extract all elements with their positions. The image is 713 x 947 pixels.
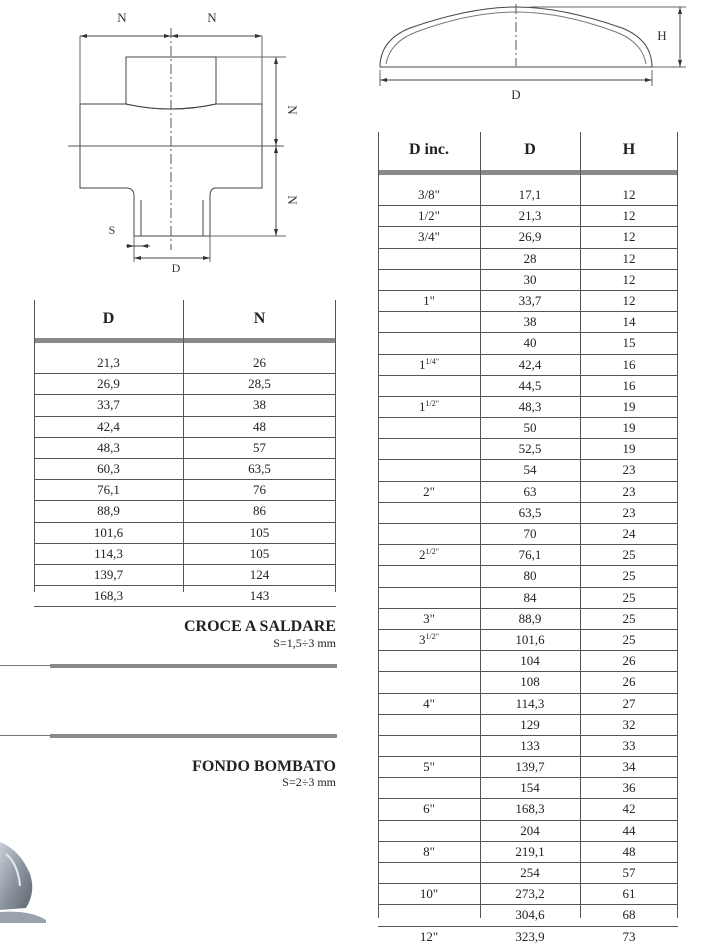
cell-d: 168,3 — [515, 801, 545, 817]
cell-n: 105 — [249, 545, 270, 561]
divider — [50, 734, 337, 738]
cell-d: 28 — [523, 250, 537, 266]
divider — [0, 665, 50, 666]
cap-label-h: H — [657, 28, 667, 43]
cell-d: 108 — [520, 674, 540, 690]
cell-h: 16 — [622, 356, 636, 372]
cell-d: 101,6 — [93, 524, 124, 540]
cell-d: 168,3 — [93, 588, 124, 604]
cell-h: 23 — [622, 504, 636, 520]
table-row — [34, 565, 336, 586]
cell-d: 33,7 — [518, 292, 542, 308]
cell-d: 38 — [523, 314, 537, 330]
cell-d: 26,9 — [518, 229, 542, 245]
divider — [0, 735, 50, 736]
cap-dimension-table — [378, 132, 678, 947]
table-row — [34, 374, 336, 395]
cell-n: 57 — [253, 439, 266, 455]
header-d-inc: D inc. — [409, 141, 449, 158]
table-row — [378, 884, 678, 905]
cell-n: 63,5 — [248, 460, 271, 476]
cell-n: 48 — [253, 418, 266, 434]
cell-d: 204 — [520, 822, 540, 838]
cell-h: 25 — [622, 547, 636, 563]
cell-d-inc: 6" — [423, 801, 435, 817]
cross-dimension-table — [34, 300, 336, 607]
table-row — [378, 672, 678, 693]
cell-h: 73 — [622, 928, 636, 944]
cell-n: 26 — [253, 355, 266, 370]
cell-h: 12 — [622, 271, 636, 287]
table-row — [378, 842, 678, 863]
cell-d: 101,6 — [515, 631, 545, 647]
cell-d-inc: 12" — [419, 928, 439, 944]
cell-h: 32 — [622, 716, 636, 732]
table-row — [378, 905, 678, 926]
cell-d: 40 — [523, 335, 537, 351]
cell-d: 54 — [523, 462, 537, 478]
cell-h: 25 — [622, 610, 636, 626]
pipe-photo-fragment — [0, 830, 50, 923]
cell-d: 33,7 — [97, 397, 120, 413]
cell-h: 44 — [622, 822, 636, 838]
cell-d: 26,9 — [97, 376, 120, 392]
cell-d-inc: $1^{1/4"}$ — [419, 356, 439, 372]
cross-label-n-right: N — [207, 10, 217, 25]
cell-d-inc: $2^{1/2"}$ — [419, 547, 439, 563]
table-row — [34, 480, 336, 501]
table-row — [34, 501, 336, 522]
cell-d: 304,6 — [515, 907, 545, 923]
cell-d: 48,3 — [97, 439, 120, 455]
table-header — [378, 132, 678, 175]
cell-n: 124 — [249, 566, 270, 582]
cell-h: 42 — [622, 801, 636, 817]
table-row — [378, 736, 678, 757]
cell-d: 104 — [520, 653, 540, 669]
cell-d: 219,1 — [515, 843, 545, 859]
cell-d-inc: 3/8" — [418, 187, 440, 202]
cell-d-inc: 3/4" — [418, 229, 440, 245]
cell-n: 143 — [249, 588, 270, 604]
cell-d-inc: $3^{1/2"}$ — [419, 631, 439, 647]
table-row — [378, 524, 678, 545]
cross-section-subtitle: S=1,5÷3 mm — [273, 636, 336, 650]
table-row — [34, 586, 336, 607]
cell-h: 12 — [622, 292, 636, 308]
cell-d: 139,7 — [515, 759, 545, 775]
cell-d: 60,3 — [97, 460, 120, 476]
cap-drawing — [370, 0, 700, 110]
cell-d: 52,5 — [518, 441, 542, 457]
table-header — [34, 300, 336, 343]
cell-d: 273,2 — [515, 886, 545, 902]
cell-d: 63 — [523, 483, 537, 499]
cell-h: 14 — [622, 314, 636, 330]
cell-d: 50 — [523, 420, 537, 436]
cell-h: 25 — [622, 589, 636, 605]
table-row — [378, 312, 678, 333]
cell-h: 57 — [622, 865, 636, 880]
cross-label-s: S — [108, 223, 116, 237]
table-row — [378, 439, 678, 460]
table-row — [378, 778, 678, 799]
header-h: H — [622, 141, 636, 158]
header-d: D — [524, 141, 536, 158]
cell-d: 254 — [520, 865, 540, 880]
cross-label-n-left: N — [117, 10, 127, 25]
cell-d: 129 — [520, 716, 540, 732]
table-row — [378, 227, 678, 248]
cell-h: 12 — [622, 229, 636, 245]
table-row — [378, 545, 678, 566]
cell-d: 88,9 — [97, 503, 120, 519]
cross-section-title: CROCE A SALDARE — [183, 618, 336, 635]
table-row — [378, 418, 678, 439]
cell-h: 19 — [622, 398, 636, 414]
table-row — [378, 630, 678, 651]
header-n: N — [253, 310, 266, 327]
table-row — [34, 417, 336, 438]
cell-d: 42,4 — [97, 418, 120, 434]
table-row — [378, 927, 678, 947]
table-row — [378, 397, 678, 418]
cell-d: 30 — [523, 271, 537, 287]
cell-h: 25 — [622, 631, 636, 647]
table-row — [378, 715, 678, 736]
table-row — [34, 544, 336, 565]
cap-label-d: D — [511, 87, 521, 102]
cell-h: 15 — [622, 335, 636, 351]
cell-d-inc: 2" — [423, 483, 435, 499]
cell-h: 12 — [622, 187, 636, 202]
cell-d: 154 — [520, 780, 540, 796]
cell-d-inc: 10" — [419, 886, 439, 902]
cross-label-d: D — [171, 261, 181, 275]
cell-d: 114,3 — [94, 545, 123, 561]
table-row — [34, 353, 336, 374]
cell-d: 133 — [520, 737, 540, 753]
cell-n: 105 — [249, 524, 270, 540]
cell-h: 25 — [622, 568, 636, 584]
cell-d-inc: $1^{1/2"}$ — [419, 398, 439, 414]
table-row — [378, 694, 678, 715]
table-row — [378, 206, 678, 227]
table-row — [378, 185, 678, 206]
cell-n: 38 — [253, 397, 266, 413]
cell-d: 17,1 — [518, 187, 542, 202]
cell-h: 23 — [622, 462, 636, 478]
table-row — [378, 799, 678, 820]
cell-d: 114,3 — [515, 695, 545, 711]
table-row — [378, 460, 678, 481]
cross-label-n-side-top: N — [285, 105, 300, 115]
cell-d-inc: 5" — [423, 759, 435, 775]
cell-h: 26 — [622, 674, 636, 690]
cell-h: 23 — [622, 483, 636, 499]
cell-d: 80 — [523, 568, 537, 584]
table-row — [378, 588, 678, 609]
header-d: D — [102, 310, 115, 327]
table-row — [378, 355, 678, 376]
cell-h: 16 — [622, 377, 636, 393]
cell-d-inc: 1" — [423, 292, 435, 308]
cell-d-inc: 4" — [423, 695, 435, 711]
table-row — [378, 503, 678, 524]
cell-h: 26 — [622, 653, 636, 669]
cell-h: 19 — [622, 441, 636, 457]
cell-d: 21,3 — [97, 355, 120, 370]
table-row — [378, 566, 678, 587]
cap-section-subtitle: S=2÷3 mm — [282, 775, 336, 789]
cross-drawing — [60, 0, 310, 280]
table-row — [378, 651, 678, 672]
cell-d: 76,1 — [518, 547, 542, 563]
cell-d: 44,5 — [518, 377, 542, 393]
table-row — [378, 376, 678, 397]
table-row — [34, 395, 336, 416]
cell-h: 12 — [622, 250, 636, 266]
cell-d: 139,7 — [93, 566, 124, 582]
cell-d: 323,9 — [515, 928, 545, 944]
table-row — [378, 609, 678, 630]
cell-n: 86 — [253, 503, 266, 519]
cell-d-inc: 8" — [423, 843, 435, 859]
cell-n: 28,5 — [248, 376, 271, 392]
cell-d: 84 — [523, 589, 537, 605]
cell-d: 70 — [523, 526, 537, 541]
cell-d-inc: 3" — [423, 610, 435, 626]
cell-d: 21,3 — [518, 208, 542, 224]
cell-d: 42,4 — [518, 356, 542, 372]
cell-h: 19 — [622, 420, 636, 436]
cell-d: 63,5 — [518, 504, 542, 520]
cell-n: 76 — [253, 482, 266, 498]
table-row — [378, 249, 678, 270]
cell-d: 88,9 — [518, 610, 542, 626]
cell-h: 48 — [622, 843, 636, 859]
table-row — [34, 438, 336, 459]
cell-h: 12 — [622, 208, 636, 224]
cell-h: 34 — [622, 759, 636, 775]
cell-h: 61 — [622, 886, 636, 902]
table-row — [378, 291, 678, 312]
divider — [50, 664, 337, 668]
cell-h: 27 — [622, 695, 636, 711]
cross-label-n-side-bottom: N — [285, 195, 300, 205]
table-row — [34, 523, 336, 544]
cell-d-inc: 1/2" — [418, 208, 440, 224]
cell-d: 76,1 — [97, 482, 120, 498]
table-row — [378, 863, 678, 884]
table-row — [378, 333, 678, 354]
table-row — [378, 757, 678, 778]
cell-h: 24 — [622, 526, 636, 541]
cap-section-title: FONDO BOMBATO — [192, 758, 336, 775]
table-row — [378, 270, 678, 291]
cell-d: 48,3 — [518, 398, 542, 414]
table-row — [34, 459, 336, 480]
table-row — [378, 482, 678, 503]
cell-h: 33 — [622, 737, 636, 753]
cell-h: 68 — [622, 907, 636, 923]
table-row — [378, 821, 678, 842]
cell-h: 36 — [622, 780, 636, 796]
